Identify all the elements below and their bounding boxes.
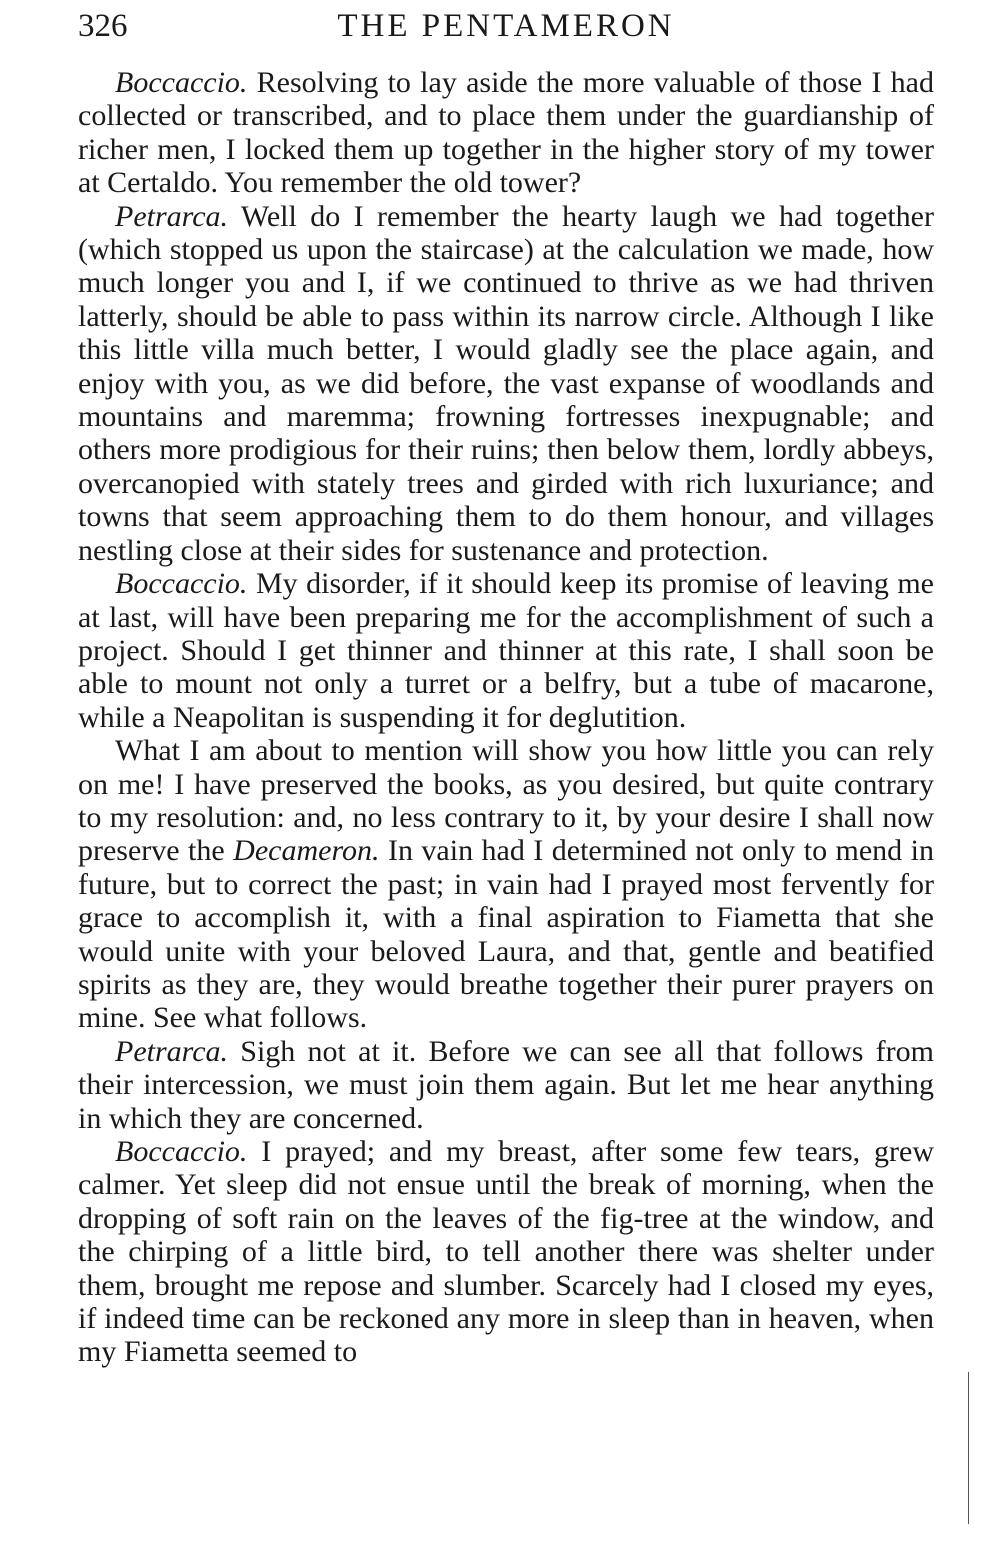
book-title-reference: Decameron. [233,834,380,868]
paragraph-text: Well do I remember the hearty laugh we had together (which stopped us upon the staircase) at the calculation we made, how much longer you and I, if we continued to thrive as we had thriven latterly, should be able to pass within its narrow circle. Although I like this little villa much better, I would gladly see the place again, and enjoy with you, as we did before, the vast expanse of woodlands and mountains and maremma; frowning fortresses inexpugnable; and others more prodigious for their ruins; then below them, lordly abbeys, overcanopied with stately trees and girded with rich luxuriance; and towns that seem approaching them to do them honour, and villages nestling close at their sides for sustenance and protection. [78,199,934,567]
paragraph [78,1135,934,1369]
body-text [78,66,934,1369]
running-head [78,6,934,46]
paragraph-text: In vain had I determined not only to mend in future, but to correct the past; in vain had I prayed most fervently for grace to accomplish it, with a final aspiration to Fiametta that she would unite with your beloved Laura, and that, gentle and beatified spirits as they are, they would breathe together their purer prayers on mine. See what follows. [78,834,934,1035]
paragraph [78,1035,934,1135]
paragraph-text: Resolving to lay aside the more valuable of those I had collected or transcribed, and to place them under the guardianship of richer men, I locked them up together in the higher story of my tower at Certaldo. You remember the old tower? [78,66,934,200]
speaker-name: Petrarca. [115,199,229,233]
paragraph [78,734,934,1035]
page-number: 326 [78,8,128,44]
paragraph-text: I prayed; and my breast, after some few tears, grew calmer. Yet sleep did not ensue until the break of morning, when the dropping of soft rain on the leaves of the fig-tree at the window, and the chirping of a little bird, to tell another there was shelter under them, brought me repose and slumber. Scarcely had I closed my eyes, if indeed time can be reckoned any more in sleep than in heaven, when my Fiametta seemed to [78,1135,934,1369]
paragraph [78,66,934,200]
margin-scan-line [968,1372,969,1524]
speaker-name: Boccaccio. [115,567,248,601]
paragraph [78,567,934,734]
paragraph-text: My disorder, if it should keep its promise of leaving me at last, will have been preparing me for the accomplishment of such a project. Should I get thinner and thinner at this rate, I shall soon be able to mount not only a turret or a belfry, but a tube of macarone, while a Neapolitan is suspending it for deglutition. [78,567,934,734]
book-title: THE PENTAMERON [337,8,675,44]
paragraph-text: What I am about to mention will show you how little you can rely on me! I have preserved the books, as you desired, but quite contrary to my resolution: and, no less contrary to it, by your desire I shall now preserve the [78,734,934,868]
speaker-name: Boccaccio. [115,66,248,99]
paragraph [78,200,934,567]
paragraph-text: Sigh not at it. Before we can see all that follows from their intercession, we must join them again. But let me hear anything in which they are concerned. [78,1034,934,1135]
speaker-name: Petrarca. [115,1034,229,1068]
speaker-name: Boccaccio. [115,1135,248,1168]
